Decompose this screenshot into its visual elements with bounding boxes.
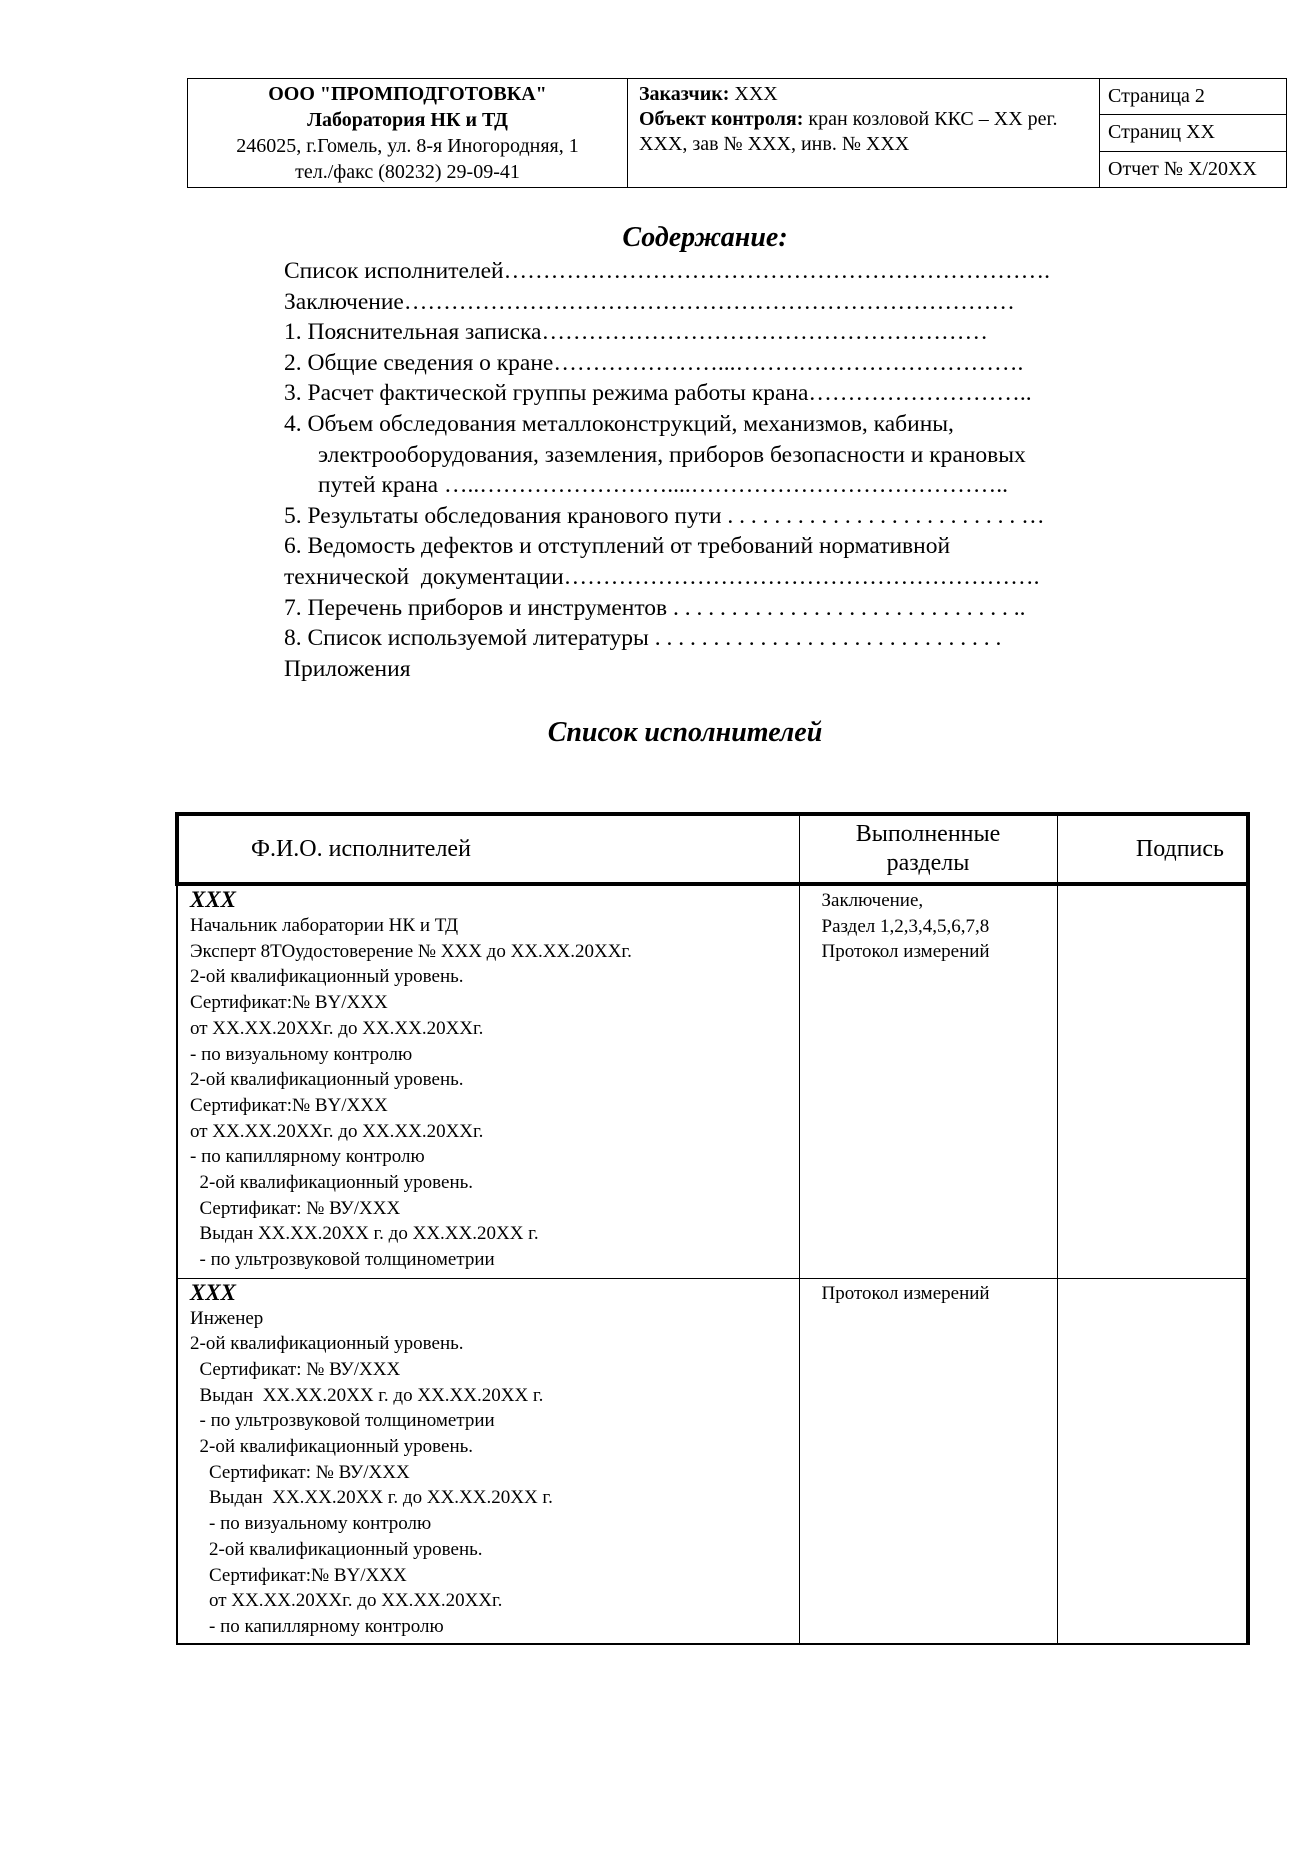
toc-title: Содержание: [622,222,788,253]
toc-item: 1. Пояснительная записка………………………………………………… [284,319,988,346]
executor-name: XXX [190,887,237,912]
toc-item: Приложения [284,655,411,682]
org-name: ООО "ПРОМПОДГОТОВКА" [268,83,547,105]
table-row [177,1278,1248,1644]
executor-name: XXX [190,1279,237,1305]
signature-cell [1057,884,1248,1278]
table-header-row [177,814,1248,884]
toc-item: 8. Список используемой литературы . . . . . . . . . . . . . . . . . . . . . . . . . . . . . . [284,625,1002,652]
lab-name: Лаборатория НК и ТД [307,109,508,131]
toc-item: Список исполнителей……………………………………………………………. [284,258,1051,284]
table-of-contents [284,256,1184,684]
executor-sections: Протокол измерений [799,1278,1057,1644]
page-number: Страница 2 [1100,79,1286,115]
column-header-signature: Подпись [1057,814,1248,884]
org-address: 246025, г.Гомель, ул. 8-я Иногородняя, 1 [236,135,579,157]
signature-cell [1057,1278,1248,1644]
toc-item: 5. Результаты обследования кранового пути . . . . . . . . . . . . . . . . . . . . . . . . . … [284,502,1045,529]
customer-label: Заказчик: [639,83,730,105]
object-value: кран козловой ККС – XX рег. XXX, зав № XXX, инв. № XXX [639,108,1058,155]
executor-info: XXX Инженер 2-ой квалификационный уровень. Сертификат: № ВУ/XXX Выдан XX.XX.20XX г. до XX.XX.20XX г. - по ультрозвуковой толщинометрии 2-ой квалификационный уровень. Сертификат: № ВУ/XXX Выдан XX.XX.20XX г. до XX.XX.20XX г. - по визуальному контролю 2-ой квалификационный уровень. Сертификат:№ BY/XXX от XX.XX.20XXг. до XX.XX.20XXг. - по капиллярному контролю [177,1278,799,1644]
executors-table [175,812,1250,1645]
column-header-sections: Выполненные разделы [799,814,1057,884]
toc-item: Заключение…………………………………………………………………… [284,288,1015,315]
org-phone: тел./факс (80232) 29-09-41 [295,161,520,183]
report-number: Отчет № X/20XX [1108,157,1257,180]
executor-sections: Заключение, Раздел 1,2,3,4,5,6,7,8 Протокол измерений [799,884,1057,1278]
toc-item-continuation: путей крана …..……………………....………………………………….. [318,472,1008,499]
page-count: Страниц XX [1100,115,1286,151]
organization-block [188,79,628,187]
document-header [187,78,1287,188]
toc-item: 6. Ведомость дефектов и отступлений от требований нормативной [284,533,951,560]
column-header-name: Ф.И.О. исполнителей [177,814,799,884]
toc-item: 4. Объем обследования металлоконструкций, механизмов, кабины, [284,410,954,437]
toc-item: 2. Общие сведения о кране…………………...………………………………. [284,349,1024,376]
table-row [177,884,1248,1278]
page-info-block [1100,79,1286,187]
customer-value: XXX [729,83,778,105]
toc-item: 3. Расчет фактической группы режима работы крана……………………….. [284,380,1032,407]
toc-item-continuation: технической документации……………………………………………………. [284,563,1040,590]
executor-info: XXX Начальник лаборатории НК и ТД Эксперт 8ТОудостоверение № XXX до XX.XX.20XXг. 2-ой квалификационный уровень. Сертификат:№ BY/XXX от XX.XX.20XXг. до XX.XX.20XXг. - по визуальному контролю 2-ой квалификационный уровень. Сертификат:№ BY/XXX от XX.XX.20XXг. до XX.XX.20XXг. - по капиллярному контролю 2-ой квалификационный уровень. Сертификат: № ВУ/XXX Выдан XX.XX.20XX г. до XX.XX.20XX г. - по ультрозвуковой толщинометрии [177,884,799,1278]
object-label: Объект контроля: [639,108,804,130]
executors-title: Список исполнителей [547,717,823,748]
toc-item: 7. Перечень приборов и инструментов . . . . . . . . . . . . . . . . . . . . . . . . . . . . . .. [284,594,1026,621]
toc-item-continuation: электрооборудования, заземления, приборов безопасности и крановых [318,441,1026,468]
object-block [628,79,1100,187]
